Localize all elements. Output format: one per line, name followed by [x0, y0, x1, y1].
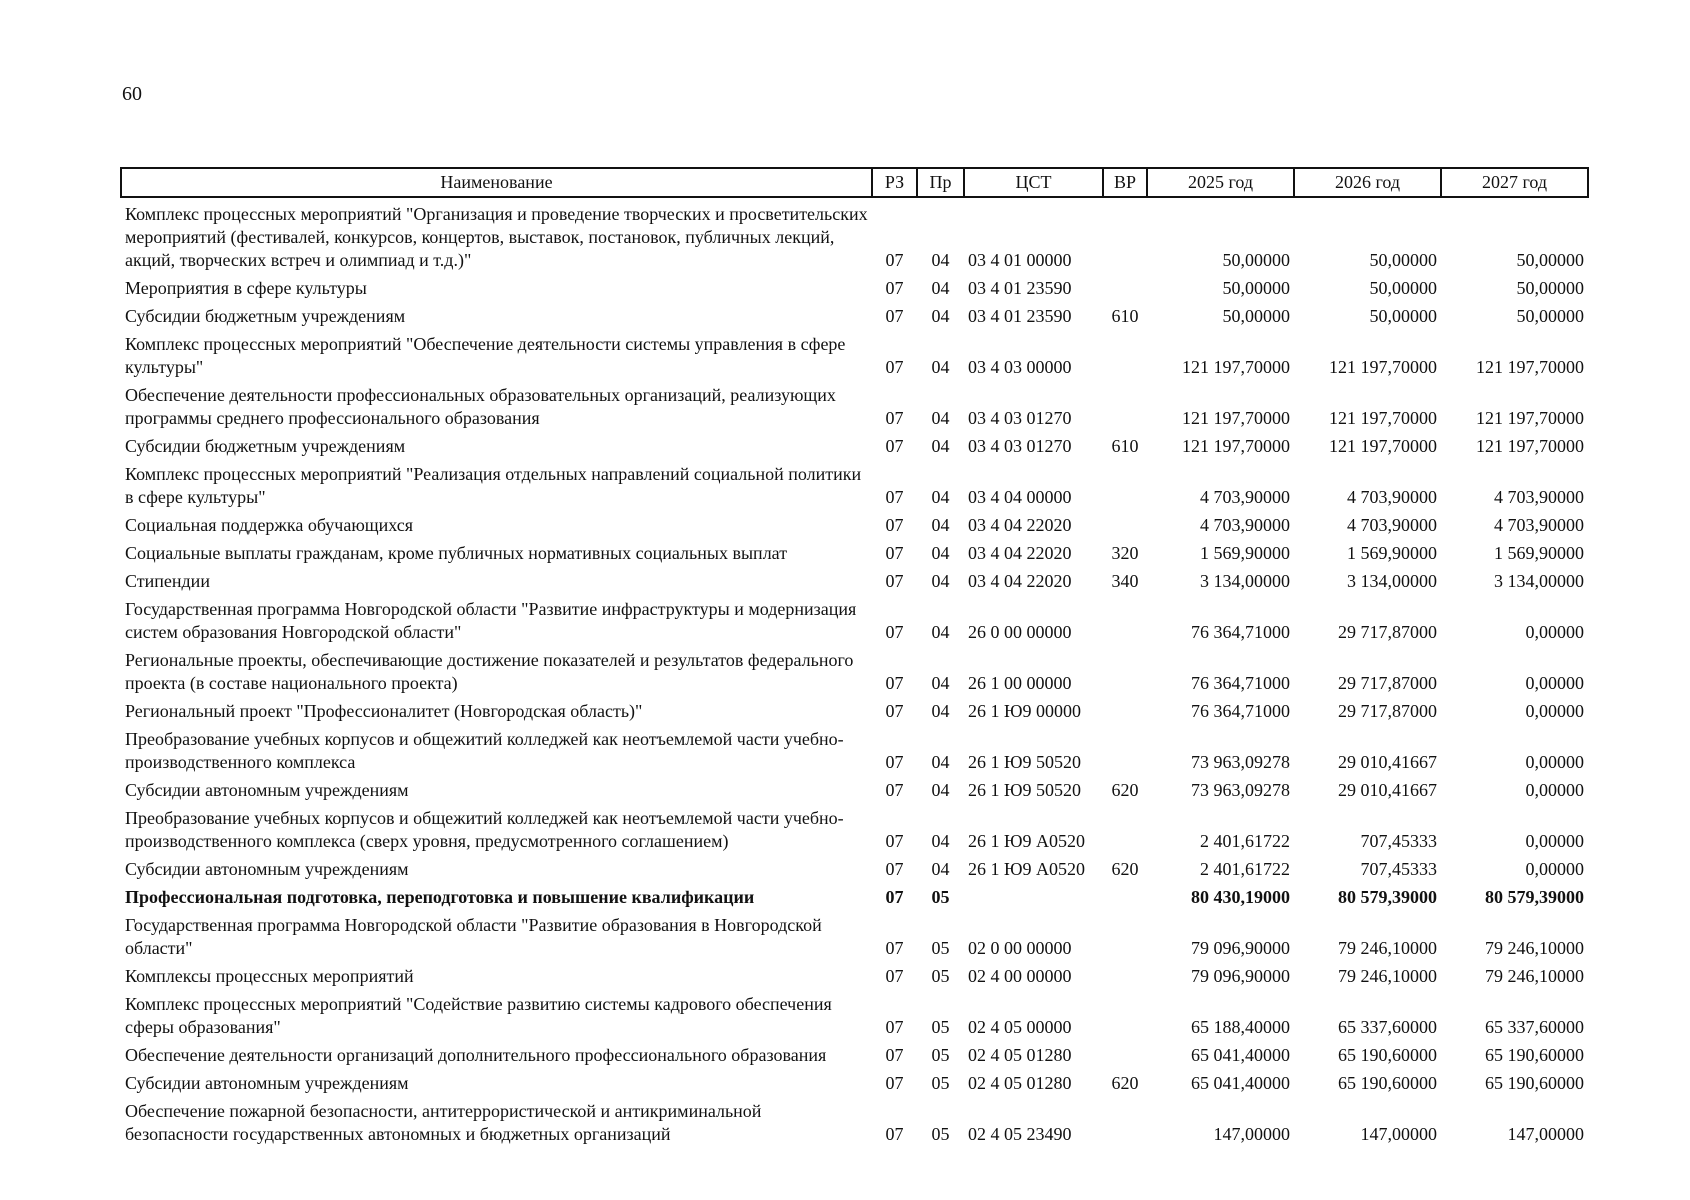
- cell-2027: 121 197,70000: [1476, 408, 1584, 428]
- cell-2026: 79 246,10000: [1338, 938, 1437, 958]
- cell-2026: 79 246,10000: [1338, 966, 1437, 986]
- cell-pr: 05: [931, 1045, 950, 1065]
- cell-2025: 65 188,40000: [1191, 1017, 1290, 1037]
- header-cst: ЦСТ: [964, 168, 1103, 197]
- table-row: [121, 644, 1588, 695]
- cell-2027: 0,00000: [1525, 701, 1584, 721]
- cell-cst: 03 4 03 01270: [968, 436, 1072, 456]
- cell-name: Комплекс процессных мероприятий "Обеспечение деятельности системы управления в сфере культуры": [125, 334, 846, 377]
- cell-2025: 76 364,71000: [1191, 701, 1290, 721]
- cell-rz: 07: [885, 250, 904, 270]
- cell-2026: 1 569,90000: [1347, 543, 1437, 563]
- cell-2025: 121 197,70000: [1182, 436, 1290, 456]
- cell-2025: 50,00000: [1222, 250, 1290, 270]
- cell-name: Государственная программа Новгородской области "Развитие инфраструктуры и модернизация систем образования Новгородской области": [125, 599, 857, 642]
- table-row: [121, 1067, 1588, 1095]
- cell-2026: 29 717,87000: [1338, 673, 1437, 693]
- table-row: [121, 509, 1588, 537]
- cell-rz: 07: [885, 673, 904, 693]
- budget-table: [120, 167, 1589, 1146]
- cell-pr: 04: [931, 571, 950, 591]
- cell-2026: 65 190,60000: [1338, 1045, 1437, 1065]
- cell-2027: 4 703,90000: [1494, 487, 1584, 507]
- cell-cst: 02 0 00 00000: [968, 938, 1072, 958]
- cell-vr: [1103, 1039, 1147, 1067]
- cell-cst: 02 4 05 01280: [968, 1045, 1072, 1065]
- table-row: [121, 1095, 1588, 1146]
- table-body: [121, 197, 1588, 1146]
- cell-name: Государственная программа Новгородской области "Развитие образования в Новгородской области": [125, 915, 822, 958]
- cell-rz: 07: [885, 938, 904, 958]
- cell-pr: 04: [931, 436, 950, 456]
- cell-pr: 05: [931, 966, 950, 986]
- cell-2025: 50,00000: [1222, 278, 1290, 298]
- cell-rz: 07: [885, 1045, 904, 1065]
- cell-2027: 0,00000: [1525, 752, 1584, 772]
- cell-name: Преобразование учебных корпусов и общежитий колледжей как неотъемлемой части учебно-производственного комплекса: [125, 729, 844, 772]
- cell-pr: 04: [931, 278, 950, 298]
- cell-vr: [1103, 272, 1147, 300]
- cell-2027: 50,00000: [1516, 278, 1584, 298]
- cell-name: Субсидии бюджетным учреждениям: [125, 306, 406, 326]
- cell-name: Комплекс процессных мероприятий "Организация и проведение творческих и просветительских мероприятий (фестивалей, конкурсов, концертов, выставок, постановок, публичных лекций, акций, творческих встреч и олимпиад и т.д.)": [125, 204, 868, 270]
- cell-pr: 04: [931, 543, 950, 563]
- cell-2027: 0,00000: [1525, 831, 1584, 851]
- cell-2026: 707,45333: [1360, 831, 1437, 851]
- cell-rz: 07: [885, 1124, 904, 1144]
- cell-vr: [1103, 644, 1147, 695]
- table-row: [121, 881, 1588, 909]
- cell-2025: 79 096,90000: [1191, 966, 1290, 986]
- cell-name: Субсидии бюджетным учреждениям: [125, 436, 406, 456]
- cell-pr: 05: [931, 938, 950, 958]
- header-2027: 2027 год: [1441, 168, 1588, 197]
- cell-2027: 147,00000: [1507, 1124, 1584, 1144]
- cell-2026: 4 703,90000: [1347, 487, 1437, 507]
- table-row: [121, 1039, 1588, 1067]
- cell-2027: 65 190,60000: [1485, 1073, 1584, 1093]
- cell-cst: 03 4 04 22020: [968, 571, 1072, 591]
- cell-2025: 147,00000: [1213, 1124, 1290, 1144]
- cell-name: Комплексы процессных мероприятий: [125, 966, 414, 986]
- table-row: [121, 458, 1588, 509]
- cell-name: Профессиональная подготовка, переподготовка и повышение квалификации: [125, 887, 755, 907]
- cell-rz: 07: [885, 1073, 904, 1093]
- header-pr: Пр: [917, 168, 964, 197]
- cell-2025: 65 041,40000: [1191, 1073, 1290, 1093]
- cell-vr: [1103, 328, 1147, 379]
- cell-vr: [1103, 960, 1147, 988]
- header-2025: 2025 год: [1147, 168, 1294, 197]
- cell-2025: 65 041,40000: [1191, 1045, 1290, 1065]
- cell-rz: 07: [885, 543, 904, 563]
- cell-cst: 03 4 01 23590: [968, 306, 1072, 326]
- cell-name: Комплекс процессных мероприятий "Содействие развитию системы кадрового обеспечения сферы образования": [125, 994, 832, 1037]
- cell-rz: 07: [885, 571, 904, 591]
- cell-pr: 04: [931, 859, 950, 879]
- cell-2027: 50,00000: [1516, 250, 1584, 270]
- cell-2025: 2 401,61722: [1200, 831, 1290, 851]
- cell-rz: 07: [885, 436, 904, 456]
- cell-rz: 07: [885, 278, 904, 298]
- cell-2027: 0,00000: [1525, 673, 1584, 693]
- cell-2025: 4 703,90000: [1200, 487, 1290, 507]
- cell-name: Обеспечение деятельности профессиональных образовательных организаций, реализующих программы среднего профессионального образования: [125, 385, 836, 428]
- cell-cst: 03 4 04 22020: [968, 515, 1072, 535]
- header-row: [121, 168, 1588, 197]
- cell-rz: 07: [885, 487, 904, 507]
- table-row: [121, 695, 1588, 723]
- table-header: [121, 168, 1588, 197]
- cell-pr: 04: [931, 515, 950, 535]
- cell-name: Комплекс процессных мероприятий "Реализация отдельных направлений социальной политики в сфере культуры": [125, 464, 862, 507]
- cell-pr: 05: [931, 1124, 950, 1144]
- cell-rz: 07: [885, 831, 904, 851]
- page-number: 60: [122, 83, 142, 105]
- table-row: [121, 988, 1588, 1039]
- cell-vr: [1103, 881, 1147, 909]
- cell-name: Субсидии автономным учреждениям: [125, 1073, 409, 1093]
- cell-rz: 07: [885, 859, 904, 879]
- cell-name: Социальные выплаты гражданам, кроме публичных нормативных социальных выплат: [125, 543, 788, 563]
- cell-2027: 3 134,00000: [1494, 571, 1584, 591]
- cell-name: Преобразование учебных корпусов и общежитий колледжей как неотъемлемой части учебно-производственного комплекса (сверх уровня, предусмотренного соглашением): [125, 808, 844, 851]
- cell-vr: [1103, 1095, 1147, 1146]
- table-row: [121, 537, 1588, 565]
- table-row: [121, 430, 1588, 458]
- table-row: [121, 300, 1588, 328]
- cell-rz: 07: [885, 1017, 904, 1037]
- cell-2027: 79 246,10000: [1485, 966, 1584, 986]
- table-row: [121, 328, 1588, 379]
- cell-2027: 79 246,10000: [1485, 938, 1584, 958]
- cell-vr: 620: [1111, 859, 1139, 879]
- cell-2027: 1 569,90000: [1494, 543, 1584, 563]
- cell-2027: 0,00000: [1525, 622, 1584, 642]
- cell-2026: 707,45333: [1360, 859, 1437, 879]
- cell-name: Субсидии автономным учреждениям: [125, 859, 409, 879]
- cell-cst: 26 1 Ю9 00000: [968, 701, 1082, 721]
- cell-2026: 3 134,00000: [1347, 571, 1437, 591]
- cell-pr: 05: [931, 1017, 950, 1037]
- cell-2026: 29 717,87000: [1338, 622, 1437, 642]
- cell-2026: 50,00000: [1369, 250, 1437, 270]
- cell-cst: 26 1 Ю9 А0520: [968, 859, 1085, 879]
- cell-2025: 2 401,61722: [1200, 859, 1290, 879]
- cell-cst: 02 4 05 01280: [968, 1073, 1072, 1093]
- cell-pr: 04: [931, 701, 950, 721]
- cell-2025: 121 197,70000: [1182, 357, 1290, 377]
- table-row: [121, 853, 1588, 881]
- cell-2026: 121 197,70000: [1329, 408, 1437, 428]
- cell-cst: 02 4 05 00000: [968, 1017, 1072, 1037]
- cell-vr: 620: [1111, 780, 1139, 800]
- cell-cst: 26 1 Ю9 50520: [968, 752, 1082, 772]
- cell-rz: 07: [885, 622, 904, 642]
- cell-vr: [1103, 458, 1147, 509]
- cell-pr: 04: [931, 673, 950, 693]
- cell-pr: 04: [931, 780, 950, 800]
- cell-2026: 4 703,90000: [1347, 515, 1437, 535]
- cell-2025: 3 134,00000: [1200, 571, 1290, 591]
- cell-2027: 65 337,60000: [1485, 1017, 1584, 1037]
- cell-2025: 121 197,70000: [1182, 408, 1290, 428]
- cell-pr: 04: [931, 408, 950, 428]
- cell-2025: 80 430,19000: [1191, 887, 1290, 907]
- cell-2026: 65 190,60000: [1338, 1073, 1437, 1093]
- cell-rz: 07: [885, 966, 904, 986]
- table-row: [121, 197, 1588, 272]
- cell-rz: 07: [885, 752, 904, 772]
- cell-cst: 03 4 03 01270: [968, 408, 1072, 428]
- cell-rz: 07: [885, 701, 904, 721]
- cell-vr: [1103, 695, 1147, 723]
- header-vr: ВР: [1103, 168, 1147, 197]
- cell-2026: 29 717,87000: [1338, 701, 1437, 721]
- cell-pr: 04: [931, 250, 950, 270]
- cell-vr: 620: [1111, 1073, 1139, 1093]
- cell-2026: 65 337,60000: [1338, 1017, 1437, 1037]
- cell-name: Стипендии: [125, 571, 210, 591]
- table-row: [121, 909, 1588, 960]
- cell-cst: 26 1 Ю9 А0520: [968, 831, 1085, 851]
- cell-cst: 26 1 Ю9 50520: [968, 780, 1082, 800]
- table-row: [121, 593, 1588, 644]
- cell-2027: 121 197,70000: [1476, 436, 1584, 456]
- cell-2025: 76 364,71000: [1191, 673, 1290, 693]
- cell-pr: 04: [931, 487, 950, 507]
- table-row: [121, 565, 1588, 593]
- cell-pr: 04: [931, 622, 950, 642]
- cell-cst: 26 0 00 00000: [968, 622, 1072, 642]
- cell-cst: 02 4 05 23490: [968, 1124, 1072, 1144]
- cell-2027: 80 579,39000: [1485, 887, 1584, 907]
- cell-vr: [1103, 988, 1147, 1039]
- cell-name: Региональные проекты, обеспечивающие достижение показателей и результатов федерального проекта (в составе национального проекта): [125, 650, 854, 693]
- cell-2026: 50,00000: [1369, 278, 1437, 298]
- cell-2026: 147,00000: [1360, 1124, 1437, 1144]
- table-row: [121, 960, 1588, 988]
- cell-cst: 03 4 01 23590: [968, 278, 1072, 298]
- cell-2026: 121 197,70000: [1329, 357, 1437, 377]
- cell-2025: 50,00000: [1222, 306, 1290, 326]
- cell-rz: 07: [885, 306, 904, 326]
- cell-cst: [964, 881, 1103, 909]
- cell-cst: 26 1 00 00000: [968, 673, 1072, 693]
- cell-2027: 4 703,90000: [1494, 515, 1584, 535]
- cell-2025: 4 703,90000: [1200, 515, 1290, 535]
- cell-2026: 80 579,39000: [1338, 887, 1437, 907]
- cell-2025: 73 963,09278: [1191, 780, 1290, 800]
- cell-rz: 07: [885, 357, 904, 377]
- cell-2025: 76 364,71000: [1191, 622, 1290, 642]
- cell-vr: [1103, 593, 1147, 644]
- cell-cst: 03 4 04 22020: [968, 543, 1072, 563]
- cell-2025: 73 963,09278: [1191, 752, 1290, 772]
- cell-cst: 03 4 03 00000: [968, 357, 1072, 377]
- header-2026: 2026 год: [1294, 168, 1441, 197]
- cell-vr: [1103, 509, 1147, 537]
- cell-rz: 07: [885, 515, 904, 535]
- cell-2027: 65 190,60000: [1485, 1045, 1584, 1065]
- cell-rz: 07: [885, 887, 904, 907]
- cell-2025: 79 096,90000: [1191, 938, 1290, 958]
- cell-2025: 1 569,90000: [1200, 543, 1290, 563]
- cell-vr: [1103, 379, 1147, 430]
- table-row: [121, 379, 1588, 430]
- cell-name: Социальная поддержка обучающихся: [125, 515, 414, 535]
- header-rz: РЗ: [872, 168, 917, 197]
- table-row: [121, 774, 1588, 802]
- cell-name: Субсидии автономным учреждениям: [125, 780, 409, 800]
- cell-vr: 610: [1111, 436, 1139, 456]
- cell-vr: [1103, 723, 1147, 774]
- cell-name: Мероприятия в сфере культуры: [125, 278, 367, 298]
- cell-pr: 05: [931, 1073, 950, 1093]
- cell-vr: [1103, 909, 1147, 960]
- cell-pr: 04: [931, 306, 950, 326]
- cell-pr: 04: [931, 752, 950, 772]
- cell-2027: 121 197,70000: [1476, 357, 1584, 377]
- cell-2026: 50,00000: [1369, 306, 1437, 326]
- cell-vr: 320: [1111, 543, 1139, 563]
- cell-2027: 0,00000: [1525, 859, 1584, 879]
- cell-pr: 04: [931, 357, 950, 377]
- cell-pr: 04: [931, 831, 950, 851]
- cell-vr: [1103, 802, 1147, 853]
- header-name: Наименование: [121, 168, 872, 197]
- cell-vr: [1103, 197, 1147, 272]
- cell-cst: 03 4 01 00000: [968, 250, 1072, 270]
- cell-cst: 02 4 00 00000: [968, 966, 1072, 986]
- table-row: [121, 272, 1588, 300]
- cell-2026: 29 010,41667: [1338, 780, 1437, 800]
- table-row: [121, 723, 1588, 774]
- cell-rz: 07: [885, 408, 904, 428]
- cell-name: Региональный проект "Профессионалитет (Новгородская область)": [125, 701, 643, 721]
- cell-vr: 340: [1111, 571, 1139, 591]
- cell-name: Обеспечение деятельности организаций дополнительного профессионального образования: [125, 1045, 827, 1065]
- cell-2027: 50,00000: [1516, 306, 1584, 326]
- cell-vr: 610: [1111, 306, 1139, 326]
- cell-cst: 03 4 04 00000: [968, 487, 1072, 507]
- cell-rz: 07: [885, 780, 904, 800]
- cell-2026: 121 197,70000: [1329, 436, 1437, 456]
- cell-2026: 29 010,41667: [1338, 752, 1437, 772]
- cell-name: Обеспечение пожарной безопасности, антитеррористической и антикриминальной безопасности государственных автономных и бюджетных организаций: [125, 1101, 762, 1144]
- cell-pr: 05: [931, 887, 950, 907]
- cell-2027: 0,00000: [1525, 780, 1584, 800]
- table-row: [121, 802, 1588, 853]
